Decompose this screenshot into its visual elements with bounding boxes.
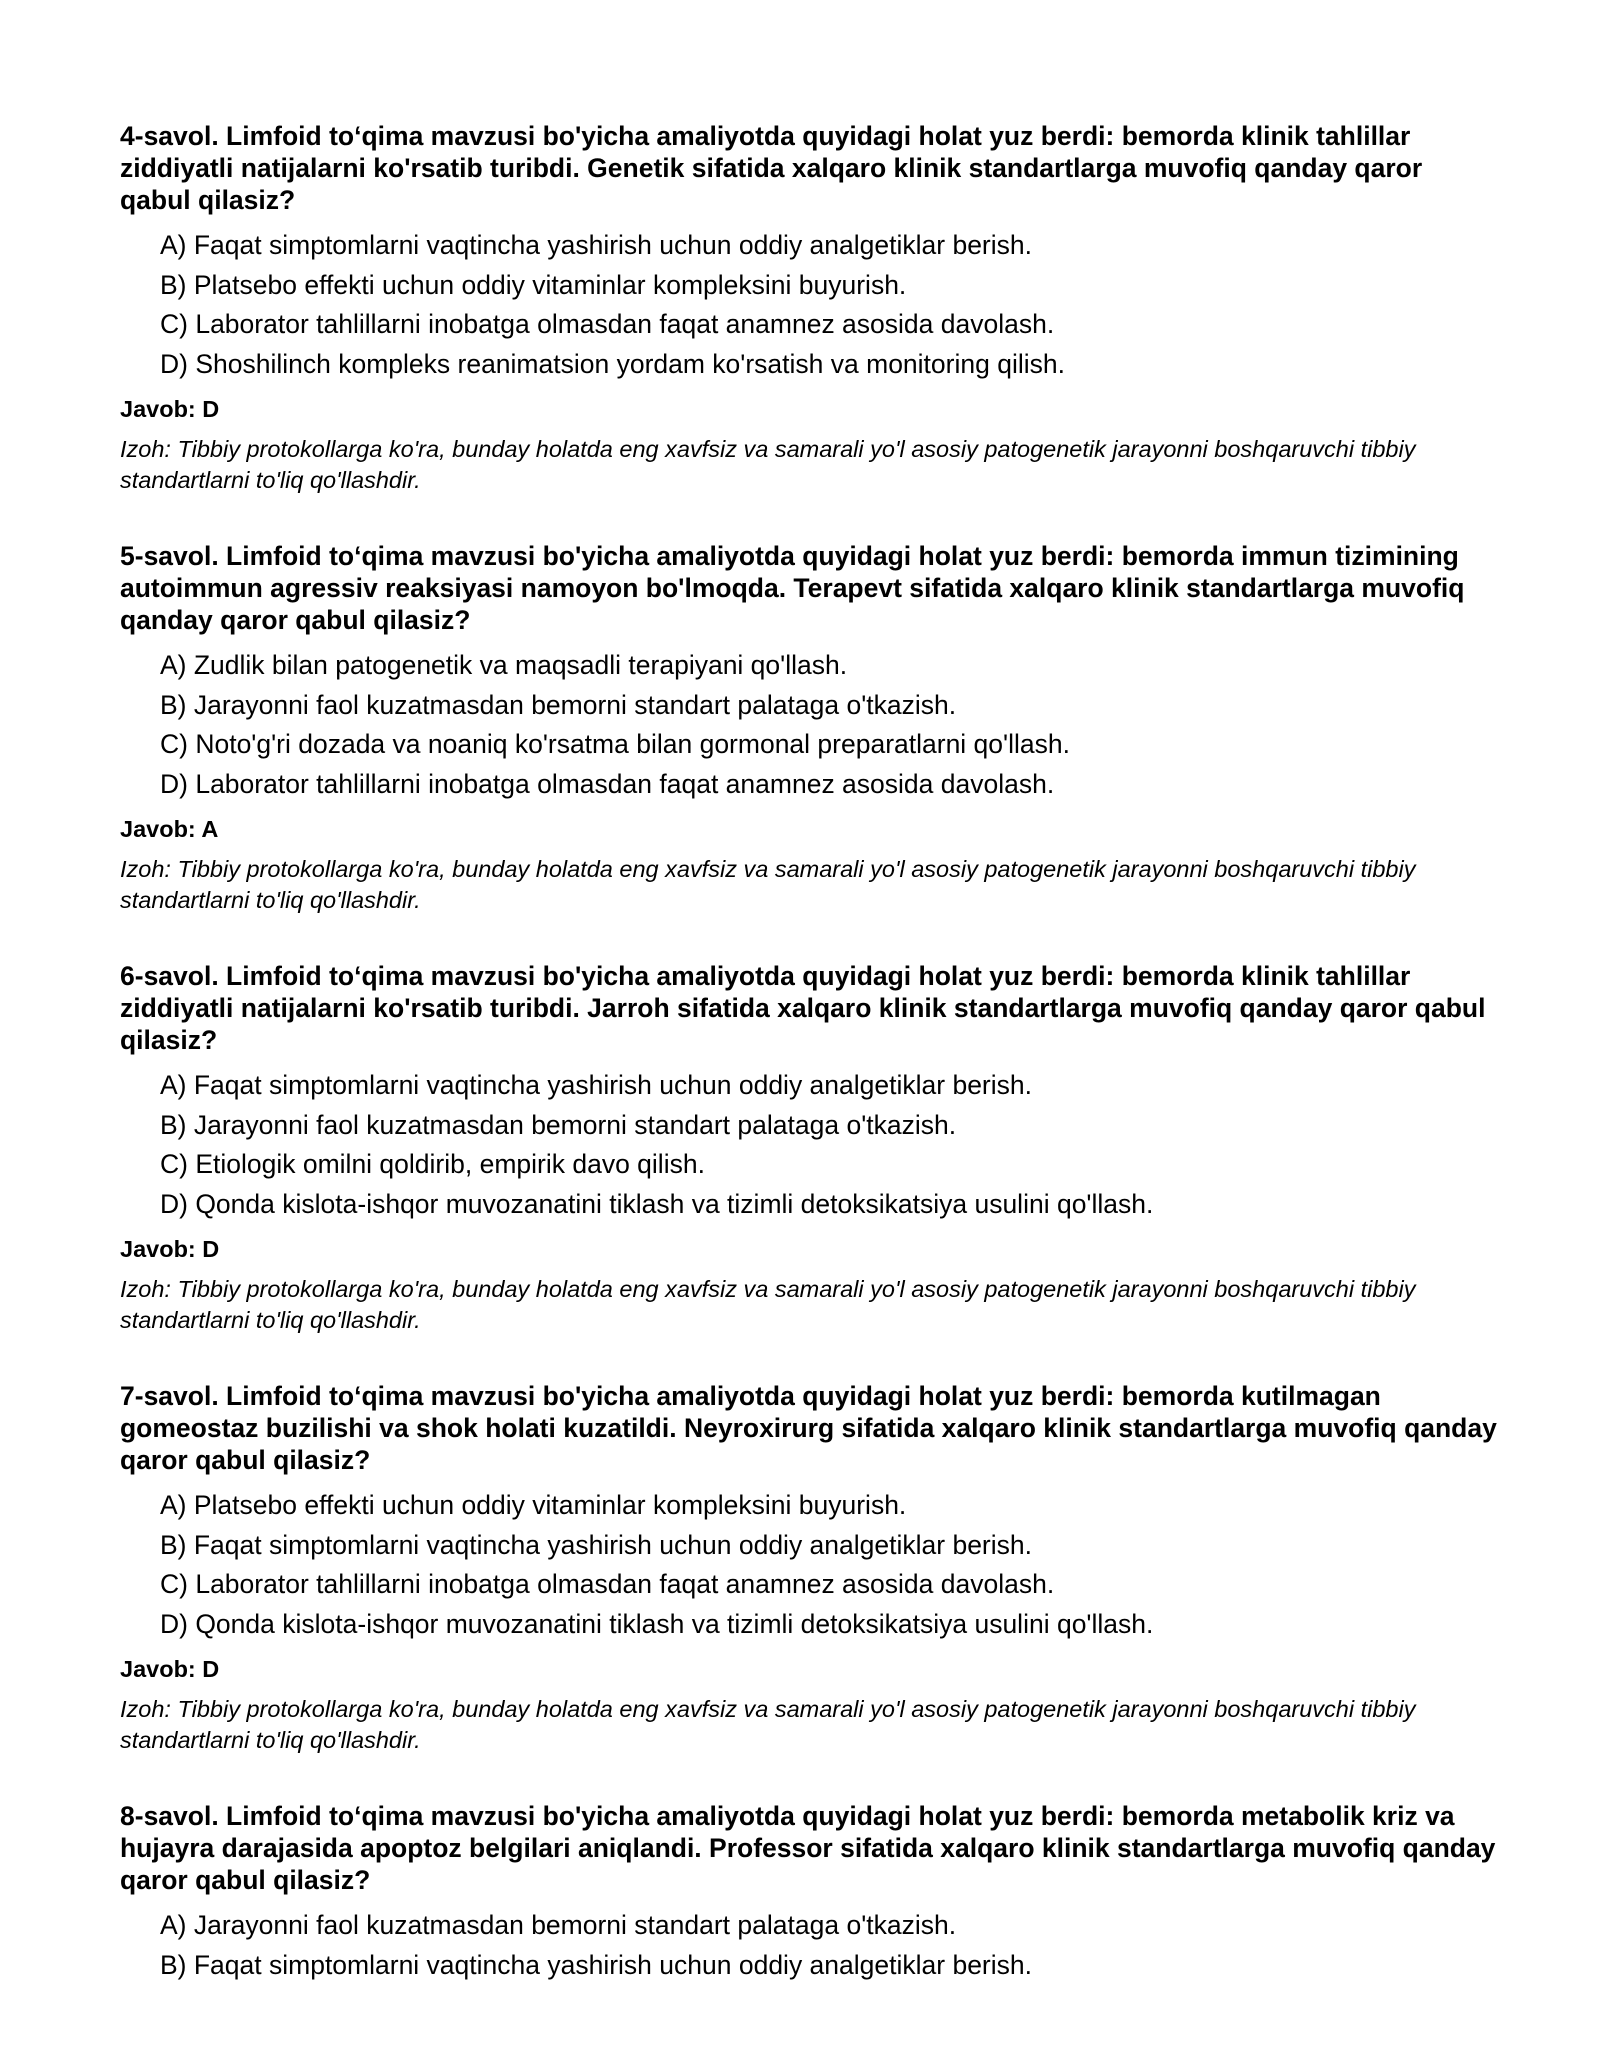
question-block-8 [120, 1800, 1500, 1985]
question-block-5 [120, 540, 1500, 916]
question-title: 4-savol. Limfoid to‘qima mavzusi bo'yicha amaliyotda quyidagi holat yuz berdi: bemorda klinik tahlillar ziddiyatli natijalarni ko'rsatib turibdi. Genetik sifatida xalqaro klinik standartlarga muvofiq qanday qaror qabul qilasiz? [120, 121, 1423, 215]
explanation-note: Izoh: Tibbiy protokollarga ko'ra, bunday holatda eng xavfsiz va samarali yo'l asosiy patogenetik jarayonni boshqaruvchi tibbiy standartlarni to'liq qo'llashdir. [120, 436, 1416, 493]
option-c: C) Etiologik omilni qoldirib, empirik davo qilish. [160, 1149, 705, 1179]
options-list [120, 646, 1500, 804]
question-title: 5-savol. Limfoid to‘qima mavzusi bo'yicha amaliyotda quyidagi holat yuz berdi: bemorda immun tizimining autoimmun agressiv reaksiyasi namoyon bo'lmoqda. Terapevt sifatida xalqaro klinik standartlarga muvofiq qanday qaror qabul qilasiz? [120, 541, 1465, 635]
option-a: A) Jarayonni faol kuzatmasdan bemorni standart palataga o'tkazish. [160, 1910, 957, 1940]
answer-label: Javob: A [120, 816, 219, 842]
answer-label: Javob: D [120, 1656, 220, 1682]
question-block-6 [120, 960, 1500, 1336]
option-a: A) Faqat simptomlarni vaqtincha yashirish uchun oddiy analgetiklar berish. [160, 230, 1032, 260]
options-list [120, 1486, 1500, 1644]
option-a: A) Faqat simptomlarni vaqtincha yashirish uchun oddiy analgetiklar berish. [160, 1070, 1032, 1100]
option-b: B) Faqat simptomlarni vaqtincha yashirish uchun oddiy analgetiklar berish. [160, 1949, 1032, 1980]
question-title: 7-savol. Limfoid to‘qima mavzusi bo'yicha amaliyotda quyidagi holat yuz berdi: bemorda kutilmagan gomeostaz buzilishi va shok holati kuzatildi. Neyroxirurg sifatida xalqaro klinik standartlarga muvofiq qanday qaror qabul qilasiz? [120, 1381, 1497, 1475]
document-page [120, 120, 1500, 2029]
option-b: B) Jarayonni faol kuzatmasdan bemorni standart palataga o'tkazish. [160, 689, 957, 720]
option-c: C) Laborator tahlillarni inobatga olmasdan faqat anamnez asosida davolash. [160, 309, 1055, 339]
question-title: 6-savol. Limfoid to‘qima mavzusi bo'yicha amaliyotda quyidagi holat yuz berdi: bemorda klinik tahlillar ziddiyatli natijalarni ko'rsatib turibdi. Jarroh sifatida xalqaro klinik standartlarga muvofiq qanday qaror qabul qilasiz? [120, 961, 1486, 1055]
question-title: 8-savol. Limfoid to‘qima mavzusi bo'yicha amaliyotda quyidagi holat yuz berdi: bemorda metabolik kriz va hujayra darajasida apoptoz belgilari aniqlandi. Professor sifatida xalqaro klinik standartlarga muvofiq qanday qaror qabul qilasiz? [120, 1801, 1496, 1895]
option-d: D) Laborator tahlillarni inobatga olmasdan faqat anamnez asosida davolash. [160, 768, 1055, 799]
question-block-4 [120, 120, 1500, 496]
option-d: D) Qonda kislota-ishqor muvozanatini tiklash va tizimli detoksikatsiya usulini qo'llash. [160, 1188, 1154, 1219]
explanation-note: Izoh: Tibbiy protokollarga ko'ra, bunday holatda eng xavfsiz va samarali yo'l asosiy patogenetik jarayonni boshqaruvchi tibbiy standartlarni to'liq qo'llashdir. [120, 1696, 1416, 1753]
answer-label: Javob: D [120, 1236, 220, 1262]
explanation-note: Izoh: Tibbiy protokollarga ko'ra, bunday holatda eng xavfsiz va samarali yo'l asosiy patogenetik jarayonni boshqaruvchi tibbiy standartlarni to'liq qo'llashdir. [120, 1276, 1416, 1333]
explanation-note: Izoh: Tibbiy protokollarga ko'ra, bunday holatda eng xavfsiz va samarali yo'l asosiy patogenetik jarayonni boshqaruvchi tibbiy standartlarni to'liq qo'llashdir. [120, 856, 1416, 913]
options-list [120, 1906, 1500, 1985]
options-list [120, 226, 1500, 384]
option-c: C) Laborator tahlillarni inobatga olmasdan faqat anamnez asosida davolash. [160, 1569, 1055, 1599]
options-list [120, 1066, 1500, 1224]
option-b: B) Faqat simptomlarni vaqtincha yashirish uchun oddiy analgetiklar berish. [160, 1529, 1032, 1560]
question-block-7 [120, 1380, 1500, 1756]
option-a: A) Platsebo effekti uchun oddiy vitaminlar kompleksini buyurish. [160, 1490, 907, 1520]
option-a: A) Zudlik bilan patogenetik va maqsadli terapiyani qo'llash. [160, 650, 848, 680]
option-b: B) Platsebo effekti uchun oddiy vitaminlar kompleksini buyurish. [160, 269, 907, 300]
option-b: B) Jarayonni faol kuzatmasdan bemorni standart palataga o'tkazish. [160, 1109, 957, 1140]
option-d: D) Shoshilinch kompleks reanimatsion yordam ko'rsatish va monitoring qilish. [160, 348, 1065, 379]
option-d: D) Qonda kislota-ishqor muvozanatini tiklash va tizimli detoksikatsiya usulini qo'llash. [160, 1608, 1154, 1639]
option-c: C) Noto'g'ri dozada va noaniq ko'rsatma bilan gormonal preparatlarni qo'llash. [160, 729, 1070, 759]
answer-label: Javob: D [120, 396, 220, 422]
